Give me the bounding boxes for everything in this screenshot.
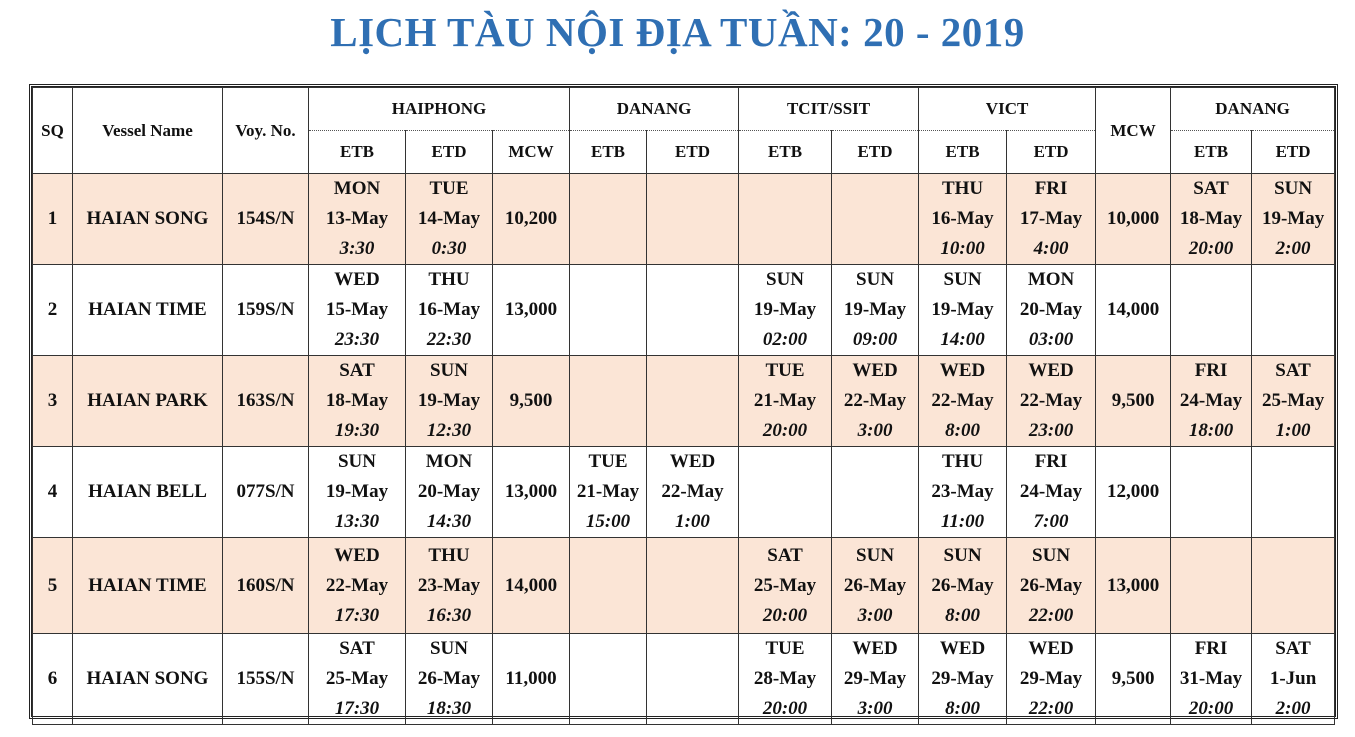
cell-day: SAT (339, 638, 375, 659)
cell-date: 22-May (661, 481, 724, 502)
cell-day: SUN (1274, 178, 1313, 199)
cell-dn2-etb (1171, 538, 1252, 634)
cell-time: 10:00 (940, 238, 985, 259)
cell-date: 23-May (417, 574, 481, 596)
header-haiphong-mcw: MCW (493, 131, 570, 174)
cell-dn1-etb (570, 538, 647, 634)
cell-vessel-name: HAIAN TIME (73, 538, 223, 634)
cell-tc-etb (739, 265, 832, 356)
cell-date: 1-Jun (1269, 668, 1317, 689)
cell-date: 19-May (843, 299, 907, 320)
cell-date: 28-May (753, 668, 817, 689)
cell-hp-etb (309, 174, 406, 265)
cell-date: 19-May (753, 299, 817, 320)
cell-date: 22-May (325, 574, 389, 596)
cell-date: 25-May (753, 574, 817, 596)
cell-vessel-name: HAIAN SONG (73, 634, 223, 725)
cell-tc-etb (739, 634, 832, 725)
header-voy-no: Voy. No. (223, 88, 309, 174)
cell-date: 19-May (1261, 208, 1325, 229)
cell-dn1-etb (570, 174, 647, 265)
cell-dn2-etd (1252, 538, 1335, 634)
cell-date: 19-May (931, 299, 994, 320)
cell-vi-etd (1007, 356, 1096, 447)
cell-date: 15-May (325, 299, 389, 320)
cell-date: 26-May (931, 574, 994, 596)
cell-time: 12:30 (426, 420, 472, 441)
header-danang-2-etd: ETD (1252, 131, 1335, 174)
cell-hp-etd (406, 447, 493, 538)
cell-hp-etd (406, 538, 493, 634)
cell-day: WED (852, 360, 898, 381)
cell-date: 17-May (1019, 208, 1083, 229)
cell-date: 22-May (1019, 390, 1083, 411)
cell-hp-etd (406, 356, 493, 447)
cell-time: 2:00 (1275, 238, 1311, 259)
cell-time: 19:30 (334, 420, 380, 441)
cell-dn1-etd (647, 356, 739, 447)
cell-dn2-etb (1171, 634, 1252, 725)
cell-date: 29-May (931, 668, 994, 689)
cell-day: SAT (1275, 360, 1311, 381)
cell-day: WED (334, 269, 380, 290)
cell-date: 18-May (325, 390, 389, 411)
cell-sq: 1 (33, 174, 73, 265)
cell-time: 23:30 (334, 329, 380, 350)
cell-voy-no: 163S/N (223, 356, 309, 447)
cell-vi-etd (1007, 634, 1096, 725)
cell-time: 15:00 (585, 511, 631, 532)
cell-tc-etd (832, 174, 919, 265)
cell-date: 23-May (931, 481, 994, 502)
cell-dn1-etb (570, 265, 647, 356)
cell-time: 4:00 (1033, 238, 1069, 259)
cell-day: SUN (943, 544, 982, 566)
cell-day: TUE (765, 638, 805, 659)
cell-day: SAT (339, 360, 375, 381)
cell-vi-etd (1007, 538, 1096, 634)
cell-mcw: 12,000 (1096, 447, 1171, 538)
cell-day: TUE (765, 360, 805, 381)
header-vict-etd: ETD (1007, 131, 1096, 174)
cell-vi-etb (919, 538, 1007, 634)
cell-dn2-etd (1252, 174, 1335, 265)
cell-day: TUE (429, 178, 469, 199)
cell-time: 3:00 (857, 698, 893, 719)
cell-date: 24-May (1179, 390, 1243, 411)
table-row (33, 356, 1335, 447)
cell-time: 23:00 (1028, 420, 1074, 441)
cell-day: WED (939, 638, 986, 659)
cell-tc-etd (832, 447, 919, 538)
cell-time: 8:00 (945, 420, 980, 441)
cell-time: 14:00 (940, 329, 985, 350)
cell-vessel-name: HAIAN SONG (73, 174, 223, 265)
table-row (33, 447, 1335, 538)
cell-day: FRI (1034, 178, 1068, 199)
table-row (33, 634, 1335, 725)
cell-date: 31-May (1179, 668, 1243, 689)
cell-sq: 3 (33, 356, 73, 447)
header-danang-1-etb: ETB (570, 131, 647, 174)
header-sq: SQ (33, 88, 73, 174)
cell-time: 18:30 (426, 698, 472, 719)
header-tcit-ssit: TCIT/SSIT (739, 88, 919, 131)
cell-time: 3:30 (339, 238, 375, 259)
cell-tc-etd (832, 538, 919, 634)
cell-time: 3:00 (857, 604, 893, 626)
cell-dn1-etd (647, 447, 739, 538)
cell-tc-etd (832, 634, 919, 725)
cell-time: 8:00 (945, 698, 980, 719)
cell-day: FRI (1194, 360, 1228, 381)
cell-dn1-etd (647, 265, 739, 356)
header-danang-2-etb: ETB (1171, 131, 1252, 174)
cell-dn2-etd (1252, 634, 1335, 725)
header-mcw: MCW (1096, 88, 1171, 174)
cell-day: SUN (766, 269, 805, 290)
cell-dn2-etd (1252, 447, 1335, 538)
header-danang-1-etd: ETD (647, 131, 739, 174)
cell-vessel-name: HAIAN TIME (73, 265, 223, 356)
cell-dn2-etd (1252, 265, 1335, 356)
schedule-table (32, 87, 1335, 725)
cell-voy-no: 154S/N (223, 174, 309, 265)
cell-day: SAT (1193, 178, 1229, 199)
cell-date: 26-May (843, 574, 907, 596)
cell-time: 0:30 (431, 238, 467, 259)
cell-day: FRI (1194, 638, 1228, 659)
header-vict-etb: ETB (919, 131, 1007, 174)
cell-tc-etb (739, 538, 832, 634)
cell-dn1-etb (570, 356, 647, 447)
cell-time: 3:00 (857, 420, 893, 441)
cell-time: 20:00 (762, 420, 808, 441)
cell-hp-etd (406, 265, 493, 356)
cell-hp-etb (309, 447, 406, 538)
cell-date: 16-May (417, 299, 481, 320)
cell-day: SAT (767, 544, 803, 566)
cell-sq: 4 (33, 447, 73, 538)
cell-hp-etd (406, 634, 493, 725)
cell-day: SUN (943, 269, 982, 290)
cell-time: 17:30 (334, 604, 380, 626)
cell-dn2-etb (1171, 265, 1252, 356)
header-danang-2: DANANG (1171, 88, 1335, 131)
cell-time: 03:00 (1028, 329, 1074, 350)
cell-time: 02:00 (762, 329, 808, 350)
cell-voy-no: 155S/N (223, 634, 309, 725)
header-tcit-etd: ETD (832, 131, 919, 174)
header-tcit-etb: ETB (739, 131, 832, 174)
cell-date: 13-May (325, 208, 389, 229)
cell-hp-etb (309, 265, 406, 356)
cell-day: THU (428, 269, 470, 290)
cell-hp-mcw: 14,000 (493, 538, 570, 634)
cell-mcw: 10,000 (1096, 174, 1171, 265)
cell-dn2-etb (1171, 447, 1252, 538)
cell-tc-etd (832, 265, 919, 356)
cell-day: SUN (1032, 544, 1071, 566)
cell-hp-etd (406, 174, 493, 265)
cell-time: 1:00 (675, 511, 710, 532)
header-haiphong-etd: ETD (406, 131, 493, 174)
cell-time: 22:30 (426, 329, 472, 350)
cell-vi-etb (919, 265, 1007, 356)
cell-date: 18-May (1179, 208, 1243, 229)
cell-mcw: 9,500 (1096, 634, 1171, 725)
cell-day: WED (852, 638, 898, 659)
cell-day: SUN (429, 360, 468, 381)
cell-voy-no: 077S/N (223, 447, 309, 538)
cell-date: 29-May (843, 668, 907, 689)
cell-day: MON (425, 451, 473, 472)
cell-tc-etb (739, 174, 832, 265)
schedule-table-frame (29, 84, 1338, 719)
cell-day: TUE (588, 451, 628, 472)
cell-vi-etb (919, 634, 1007, 725)
cell-time: 13:30 (334, 511, 380, 532)
cell-day: SUN (429, 638, 468, 659)
cell-day: SAT (1275, 638, 1311, 659)
cell-dn2-etd (1252, 356, 1335, 447)
cell-time: 20:00 (1188, 238, 1234, 259)
cell-date: 20-May (417, 481, 481, 502)
cell-date: 19-May (417, 390, 481, 411)
cell-time: 17:30 (334, 698, 380, 719)
cell-dn2-etb (1171, 174, 1252, 265)
cell-vi-etb (919, 356, 1007, 447)
cell-day: WED (669, 451, 716, 472)
cell-vi-etb (919, 447, 1007, 538)
cell-date: 25-May (325, 668, 389, 689)
cell-dn1-etb (570, 634, 647, 725)
cell-day: SUN (856, 269, 895, 290)
cell-day: WED (1028, 638, 1074, 659)
cell-hp-mcw: 13,000 (493, 447, 570, 538)
table-row (33, 538, 1335, 634)
cell-dn1-etd (647, 174, 739, 265)
header-haiphong: HAIPHONG (309, 88, 570, 131)
page-title: LỊCH TÀU NỘI ĐỊA TUẦN: 20 - 2019 (330, 9, 1025, 55)
cell-time: 22:00 (1028, 698, 1074, 719)
cell-tc-etb (739, 356, 832, 447)
cell-voy-no: 159S/N (223, 265, 309, 356)
cell-time: 1:00 (1275, 420, 1311, 441)
cell-time: 22:00 (1028, 604, 1074, 626)
header-vict: VICT (919, 88, 1096, 131)
cell-hp-etb (309, 634, 406, 725)
cell-hp-etb (309, 356, 406, 447)
cell-date: 14-May (417, 208, 481, 229)
cell-date: 19-May (325, 481, 389, 502)
cell-day: FRI (1034, 451, 1068, 472)
cell-day: WED (334, 544, 380, 566)
cell-sq: 2 (33, 265, 73, 356)
header-danang-1: DANANG (570, 88, 739, 131)
cell-hp-mcw: 11,000 (493, 634, 570, 725)
cell-date: 29-May (1019, 668, 1083, 689)
table-row (33, 265, 1335, 356)
cell-time: 14:30 (426, 511, 472, 532)
cell-hp-mcw: 10,200 (493, 174, 570, 265)
cell-dn1-etb (570, 447, 647, 538)
cell-time: 18:00 (1188, 420, 1234, 441)
cell-time: 7:00 (1033, 511, 1069, 532)
cell-day: SUN (856, 544, 895, 566)
cell-dn1-etd (647, 634, 739, 725)
cell-time: 8:00 (945, 604, 980, 626)
cell-voy-no: 160S/N (223, 538, 309, 634)
cell-date: 21-May (753, 390, 817, 411)
cell-time: 20:00 (762, 604, 808, 626)
cell-day: THU (428, 544, 470, 566)
cell-date: 20-May (1019, 299, 1083, 320)
cell-date: 16-May (931, 208, 994, 229)
schedule-body (33, 174, 1335, 725)
cell-hp-mcw: 9,500 (493, 356, 570, 447)
cell-sq: 6 (33, 634, 73, 725)
cell-dn2-etb (1171, 356, 1252, 447)
cell-date: 25-May (1261, 390, 1325, 411)
cell-day: WED (1028, 360, 1074, 381)
header-vessel-name: Vessel Name (73, 88, 223, 174)
cell-mcw: 9,500 (1096, 356, 1171, 447)
cell-vi-etd (1007, 265, 1096, 356)
cell-date: 22-May (931, 390, 994, 411)
cell-tc-etd (832, 356, 919, 447)
cell-mcw: 14,000 (1096, 265, 1171, 356)
cell-date: 24-May (1019, 481, 1083, 502)
cell-time: 2:00 (1275, 698, 1311, 719)
cell-time: 20:00 (1188, 698, 1234, 719)
cell-date: 26-May (1019, 574, 1083, 596)
cell-sq: 5 (33, 538, 73, 634)
header-haiphong-etb: ETB (309, 131, 406, 174)
cell-day: WED (939, 360, 986, 381)
cell-vi-etb (919, 174, 1007, 265)
cell-day: MON (333, 178, 381, 199)
cell-day: MON (1027, 269, 1075, 290)
cell-date: 21-May (576, 481, 640, 502)
cell-time: 11:00 (940, 511, 985, 532)
cell-time: 16:30 (426, 604, 472, 626)
cell-date: 26-May (417, 668, 481, 689)
cell-date: 22-May (843, 390, 907, 411)
cell-vessel-name: HAIAN BELL (73, 447, 223, 538)
cell-time: 20:00 (762, 698, 808, 719)
cell-mcw: 13,000 (1096, 538, 1171, 634)
cell-vi-etd (1007, 174, 1096, 265)
cell-time: 09:00 (852, 329, 898, 350)
cell-day: THU (941, 178, 984, 199)
cell-tc-etb (739, 447, 832, 538)
cell-vessel-name: HAIAN PARK (73, 356, 223, 447)
cell-vi-etd (1007, 447, 1096, 538)
table-row (33, 174, 1335, 265)
cell-dn1-etd (647, 538, 739, 634)
cell-hp-etb (309, 538, 406, 634)
cell-day: SUN (337, 451, 376, 472)
cell-hp-mcw: 13,000 (493, 265, 570, 356)
cell-day: THU (941, 451, 984, 472)
